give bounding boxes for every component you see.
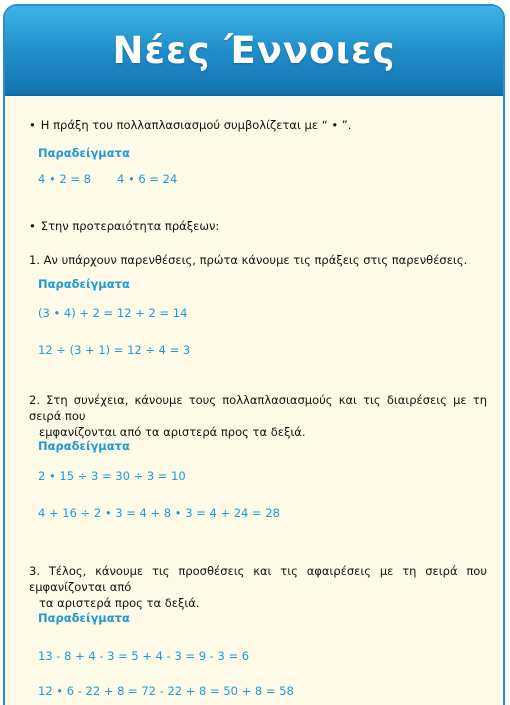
- rule-3-line-2: τα αριστερά προς τα δεξιά.: [39, 596, 200, 610]
- rule-3-line-1: 3. Τέλος, κάνουμε τις προσθέσεις και τις αφαιρέσεις με τη σειρά που εμφανίζονται από: [29, 564, 487, 594]
- rule2-example-1: 2 • 15 ÷ 3 = 30 ÷ 3 = 10: [38, 469, 186, 483]
- examples-label: Παραδείγματα: [38, 611, 130, 625]
- rule-2-line-1: 2. Στη συνέχεια, κάνουμε τους πολλαπλασιασμούς και τις διαιρέσεις με τη σειρά που: [29, 393, 487, 423]
- rule3-example-1: 13 - 8 + 4 - 3 = 5 + 4 - 3 = 9 - 3 = 6: [38, 649, 250, 663]
- intro-example-2: 4 • 6 = 24: [117, 172, 178, 186]
- rule1-example-2: 12 ÷ (3 + 1) = 12 ÷ 4 = 3: [38, 343, 191, 357]
- examples-label: Παραδείγματα: [38, 277, 130, 291]
- examples-label: Παραδείγματα: [38, 439, 130, 453]
- rule2-example-2: 4 + 16 ÷ 2 • 3 = 4 + 8 • 3 = 4 + 24 = 28: [38, 506, 280, 520]
- examples-label: Παραδείγματα: [38, 146, 130, 160]
- rule-1: 1. Αν υπάρχουν παρενθέσεις, πρώτα κάνουμε τις πράξεις στις παρενθέσεις.: [29, 253, 468, 267]
- intro-text: • Η πράξη του πολλαπλασιασμού συμβολίζεται με “ • ”.: [29, 118, 351, 132]
- priority-intro: • Στην προτεραιότητα πράξεων:: [29, 219, 219, 233]
- rule-2: [29, 392, 487, 440]
- rule-2-line-2: εμφανίζονται από τα αριστερά προς τα δεξιά.: [39, 425, 306, 439]
- page-title: Νέες Έννοιες: [112, 28, 396, 72]
- intro-example-1: 4 • 2 = 8: [38, 172, 91, 186]
- header-banner: [5, 6, 503, 96]
- rule3-example-2: 12 • 6 - 22 + 8 = 72 - 22 + 8 = 50 + 8 = 58: [38, 684, 294, 698]
- concept-card: [3, 4, 505, 705]
- rule1-example-1: (3 • 4) + 2 = 12 + 2 = 14: [38, 306, 188, 320]
- rule-3: [29, 563, 487, 611]
